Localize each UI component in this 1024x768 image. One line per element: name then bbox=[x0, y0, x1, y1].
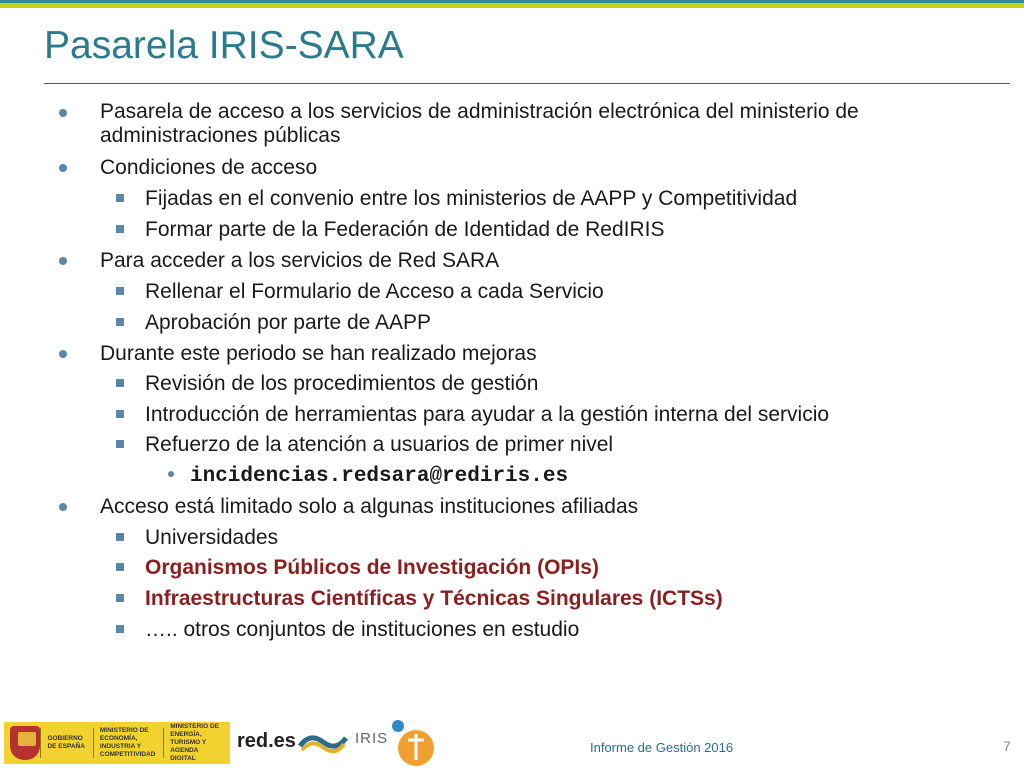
bullet-square-icon bbox=[116, 563, 124, 571]
bullet-square-icon bbox=[116, 318, 124, 326]
government-logo bbox=[4, 722, 230, 764]
slide-footer bbox=[0, 718, 1024, 768]
top-accent-bar-yellow bbox=[0, 3, 1024, 8]
bullet-item bbox=[100, 155, 317, 180]
bullet-text: Condiciones de acceso bbox=[100, 156, 318, 179]
bullet-square-icon bbox=[116, 625, 124, 633]
bullet-dot-icon bbox=[59, 257, 67, 265]
bullet-text: Introducción de herramientas para ayudar a la gestión interna del servicio bbox=[145, 403, 830, 426]
bullet-text: ….. otros conjuntos de instituciones en estudio bbox=[145, 618, 580, 641]
rediris-logo-text: IRIS bbox=[355, 730, 389, 747]
bullet-text: Refuerzo de la atención a usuarios de primer nivel bbox=[145, 433, 614, 456]
sub-bullet-item-highlight bbox=[145, 586, 723, 611]
bullet-text: Infraestructuras Científicas y Técnicas Singulares (ICTSs) bbox=[145, 587, 723, 610]
bullet-text: Formar parte de la Federación de Identidad de RedIRIS bbox=[145, 218, 665, 241]
wave-logo-icon bbox=[298, 728, 348, 758]
bullet-square-icon bbox=[116, 225, 124, 233]
reds-logo bbox=[237, 730, 296, 753]
sub-bullet-item bbox=[145, 432, 613, 457]
sub-bullet-item bbox=[145, 310, 431, 335]
ctds-logo-icon bbox=[388, 718, 438, 768]
rediris-logo bbox=[355, 730, 388, 747]
bullet-text: Universidades bbox=[145, 526, 279, 549]
ministry-economy-label: MINISTERIO DE ECONOMÍA, INDUSTRIA Y COMPETITIVIDAD bbox=[93, 728, 163, 758]
bullet-dot-icon bbox=[59, 164, 67, 172]
bullet-text: Organismos Públicos de Investigación (OPIs) bbox=[145, 556, 599, 579]
bullet-text: Para acceder a los servicios de Red SARA bbox=[100, 249, 500, 272]
sub-bullet-item bbox=[145, 279, 604, 304]
page-number: 7 bbox=[1003, 738, 1011, 754]
sub-bullet-item bbox=[145, 617, 579, 642]
bullet-square-icon bbox=[116, 594, 124, 602]
reds-logo-text: red.es bbox=[237, 730, 296, 752]
bullet-small-dot-icon bbox=[168, 471, 174, 477]
support-email: incidencias.redsara@rediris.es bbox=[190, 465, 569, 488]
bullet-dot-icon bbox=[59, 109, 67, 117]
bullet-dot-icon bbox=[59, 503, 67, 511]
bullet-dot-icon bbox=[59, 350, 67, 358]
sub-bullet-item bbox=[145, 402, 829, 427]
bullet-square-icon bbox=[116, 379, 124, 387]
bullet-square-icon bbox=[116, 410, 124, 418]
bullet-item bbox=[100, 248, 499, 273]
sub-bullet-item bbox=[145, 371, 538, 396]
coat-of-arms-icon bbox=[10, 726, 40, 760]
bullet-square-icon bbox=[116, 194, 124, 202]
sub-bullet-item-highlight bbox=[145, 555, 599, 580]
sub-bullet-item bbox=[145, 217, 664, 242]
bullet-item bbox=[100, 494, 638, 519]
bullet-text: Revisión de los procedimientos de gestión bbox=[145, 372, 539, 395]
bullet-square-icon bbox=[116, 533, 124, 541]
bullet-item bbox=[100, 341, 537, 366]
bullet-text: Rellenar el Formulario de Acceso a cada Servicio bbox=[145, 280, 604, 303]
report-label: Informe de Gestión 2016 bbox=[590, 740, 734, 755]
title-divider bbox=[44, 83, 1010, 84]
bullet-text: Acceso está limitado solo a algunas instituciones afiliadas bbox=[100, 495, 639, 518]
bullet-square-icon bbox=[116, 287, 124, 295]
bullet-item bbox=[100, 100, 980, 148]
bullet-text: Pasarela de acceso a los servicios de administración electrónica del ministerio de administraciones públicas bbox=[100, 100, 859, 147]
bullet-text: Aprobación por parte de AAPP bbox=[145, 311, 432, 334]
slide-title: Pasarela IRIS-SARA bbox=[44, 24, 404, 67]
sub-bullet-item bbox=[145, 186, 797, 211]
bullet-text: Durante este periodo se han realizado mejoras bbox=[100, 342, 537, 365]
ministry-energy-label: MINISTERIO DE ENERGÍA, TURISMO Y AGENDA DIGITAL bbox=[163, 728, 230, 758]
sub-bullet-item bbox=[145, 525, 278, 550]
email-item bbox=[190, 462, 568, 489]
bullet-text: Fijadas en el convenio entre los ministerios de AAPP y Competitividad bbox=[145, 187, 798, 210]
gob-label: GOBIERNO DE ESPAÑA bbox=[40, 728, 92, 758]
bullet-square-icon bbox=[116, 440, 124, 448]
